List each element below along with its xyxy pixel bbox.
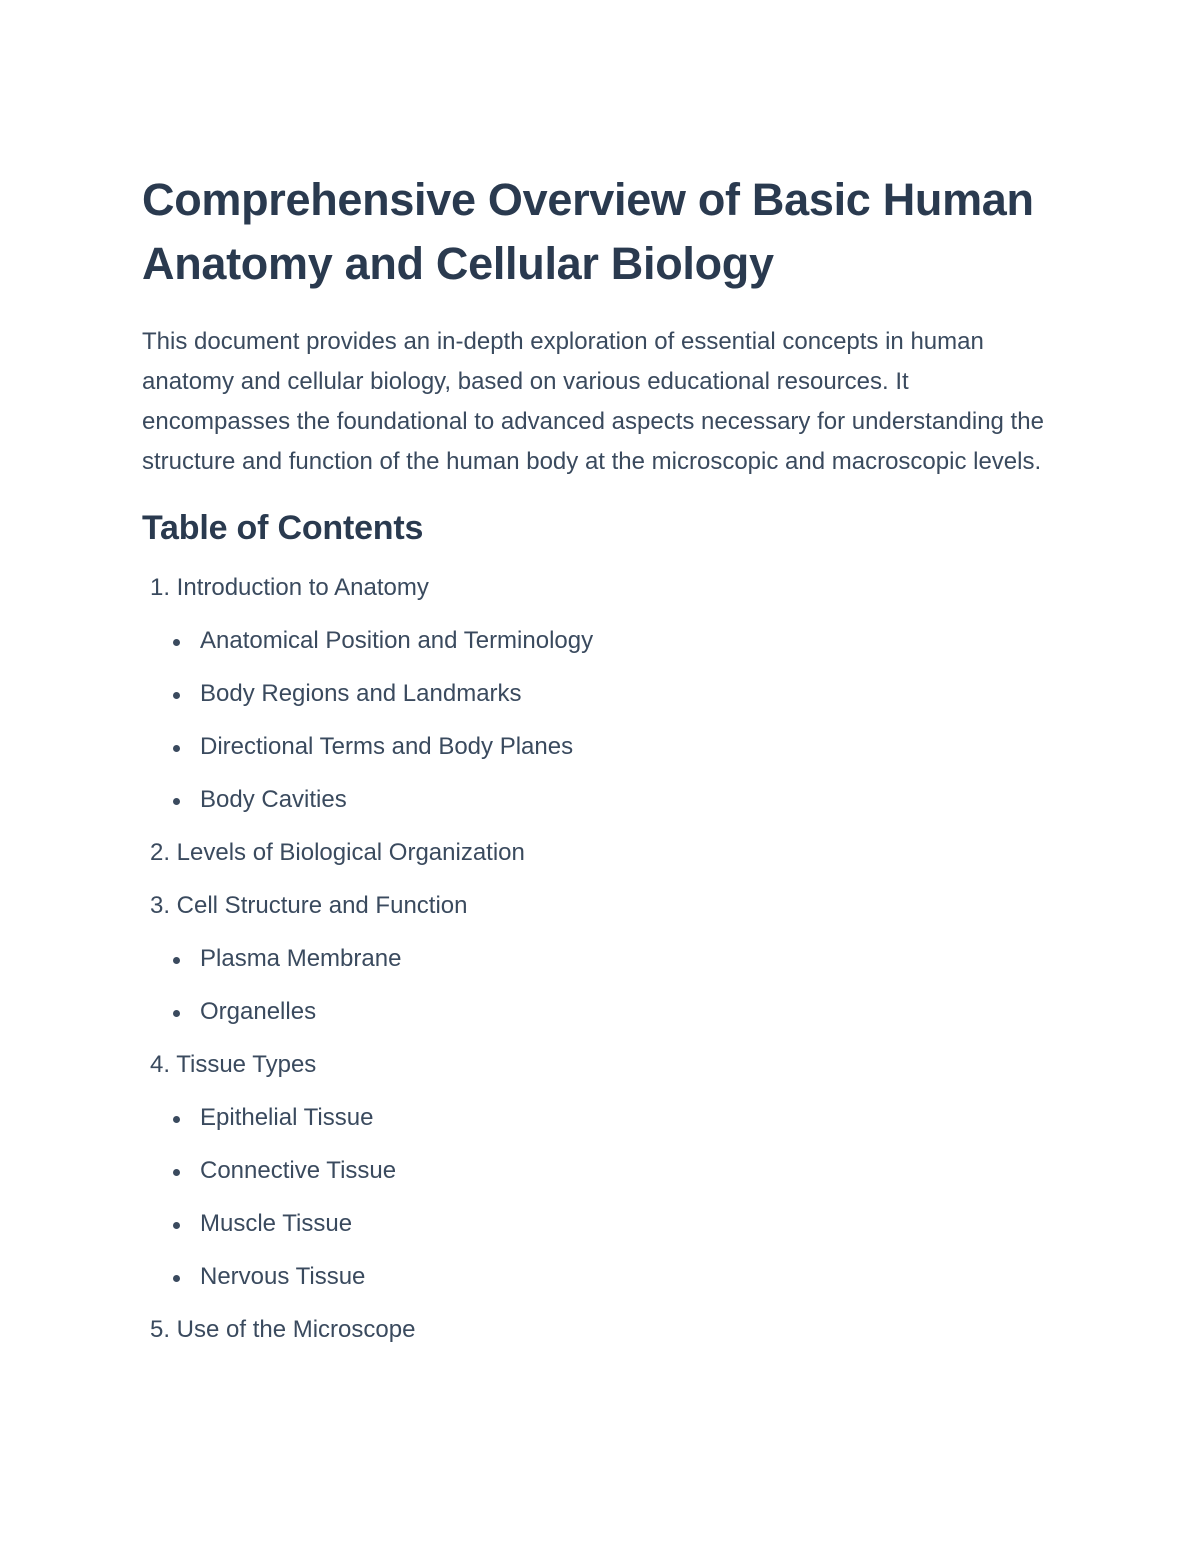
toc-entry [142,572,1062,816]
bullet-icon [173,1169,180,1176]
toc-subitem-label: Directional Terms and Body Planes [200,733,574,760]
toc-entry-label: Cell Structure and Function [176,892,468,919]
toc-entry-number: 1. [149,574,170,601]
toc-subitem-label: Muscle Tissue [200,1210,353,1237]
toc-subitem [142,1208,1062,1240]
toc-entry-label: Levels of Biological Organization [176,839,525,866]
bullet-icon [173,1010,180,1017]
bullet-icon [173,1222,180,1229]
toc-subitem [142,1102,1062,1134]
toc-subitem-label: Plasma Membrane [200,945,402,972]
toc-sublist [142,625,1062,816]
toc-subitem-label: Body Regions and Landmarks [200,680,522,707]
toc-sublist [142,1102,1062,1293]
toc-entry-label: Introduction to Anatomy [176,574,429,601]
document-title: Comprehensive Overview of Basic Human Anatomy and Cellular Biology [142,174,1034,289]
toc-subitem [142,784,1062,816]
toc-subitem-label: Body Cavities [200,786,347,813]
toc-subitem-label: Organelles [200,998,317,1025]
toc-entry [142,890,1062,1028]
toc-entry [142,1049,1062,1293]
document-page [142,168,1062,1367]
toc-entry-number: 5. [149,1316,170,1343]
toc-entry [142,1314,1062,1346]
toc-entry-number: 3. [149,892,170,919]
table-of-contents [142,572,1062,1346]
bullet-icon [173,798,180,805]
toc-subitem-label: Nervous Tissue [200,1263,366,1290]
bullet-icon [173,1116,180,1123]
bullet-icon [173,1275,180,1282]
bullet-icon [173,745,180,752]
bullet-icon [173,639,180,646]
toc-subitem [142,1261,1062,1293]
toc-entry [142,837,1062,869]
toc-entry-label: Tissue Types [176,1051,317,1078]
toc-subitem [142,678,1062,710]
toc-subitem [142,943,1062,975]
toc-subitem [142,625,1062,657]
toc-heading: Table of Contents [142,509,424,547]
toc-subitem-label: Epithelial Tissue [200,1104,374,1131]
bullet-icon [173,957,180,964]
toc-entry-number: 2. [149,839,170,866]
toc-sublist [142,943,1062,1028]
toc-entry-number: 4. [149,1051,170,1078]
toc-entry-label: Use of the Microscope [176,1316,416,1343]
intro-paragraph: This document provides an in-depth exploration of essential concepts in human anatomy and cellular biology, based on various educational resources. It encompasses the foundational to advanced aspects necessary for understanding the structure and function of the human body at the microscopic and macroscopic levels. [142,328,1044,475]
toc-subitem-label: Anatomical Position and Terminology [200,627,594,654]
bullet-icon [173,692,180,699]
toc-subitem-label: Connective Tissue [200,1157,397,1184]
toc-subitem [142,1155,1062,1187]
toc-subitem [142,731,1062,763]
toc-subitem [142,996,1062,1028]
